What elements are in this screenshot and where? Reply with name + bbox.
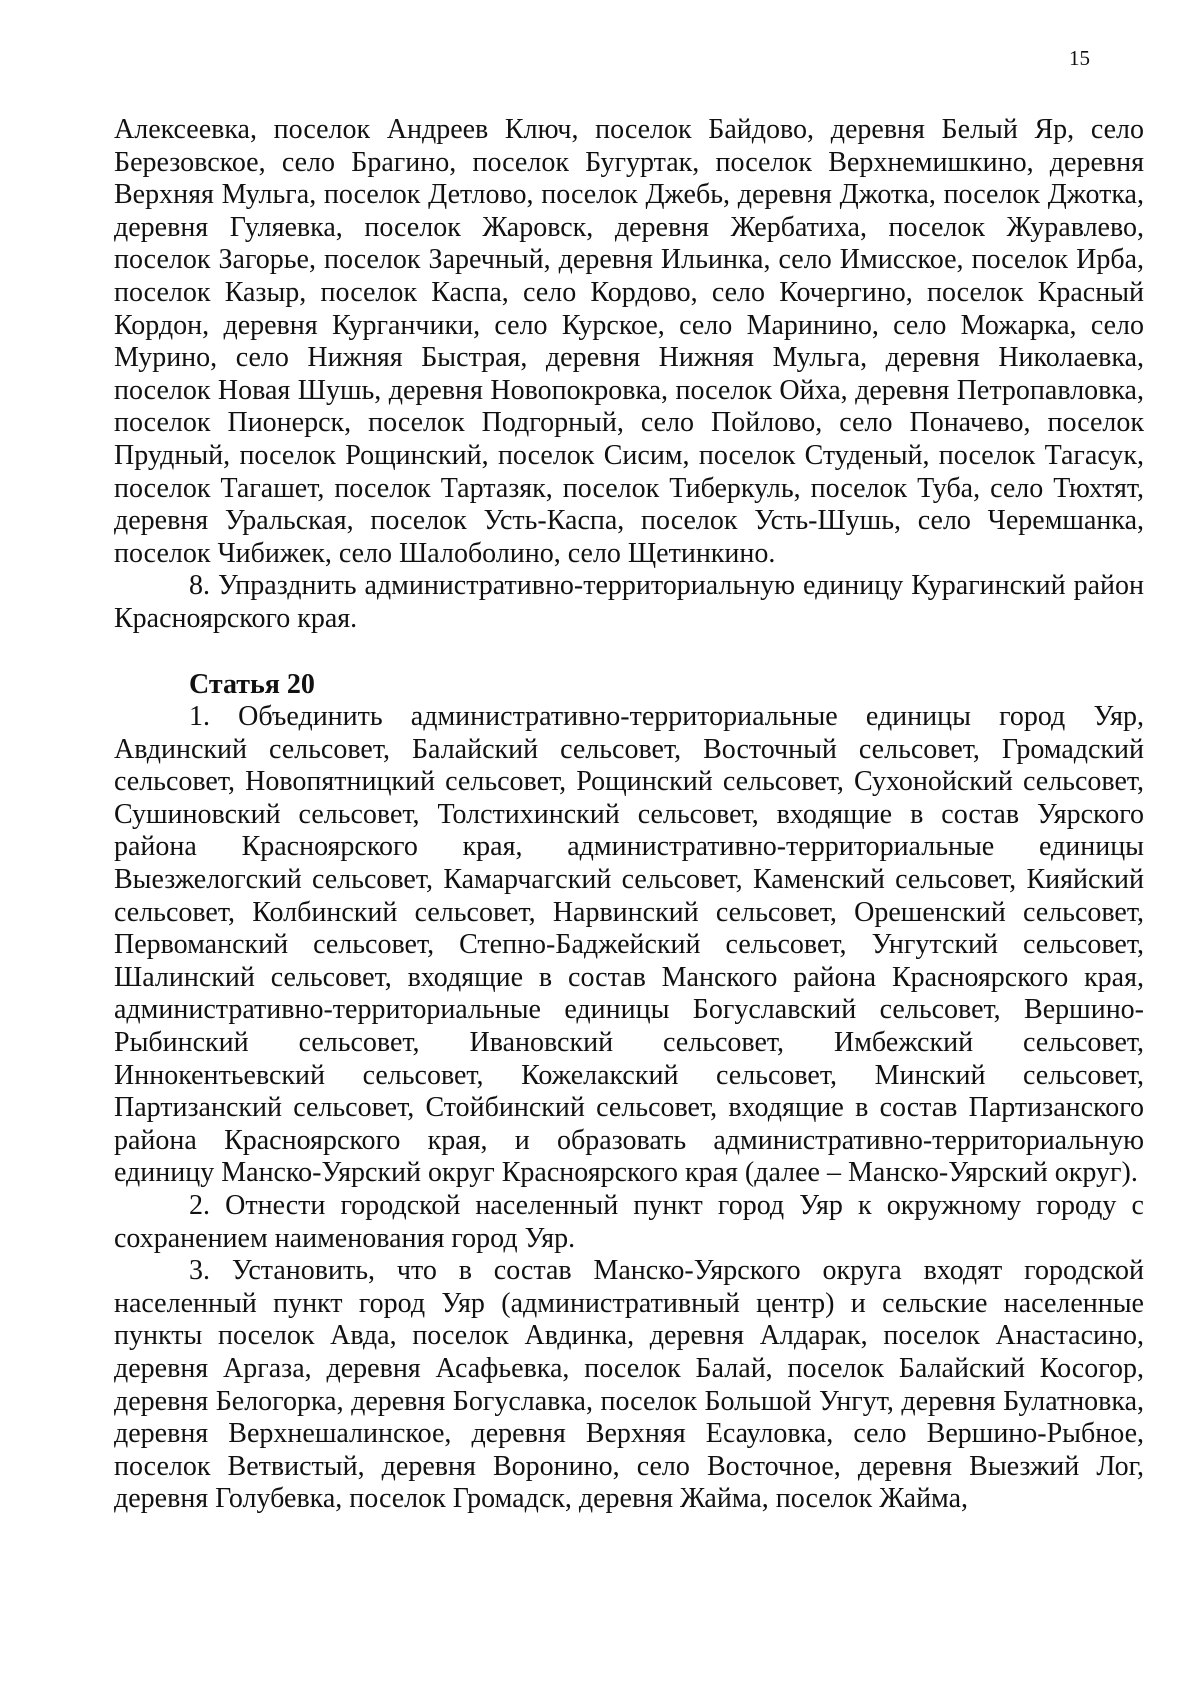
paragraph-item-2: 2. Отнести городской населенный пункт город Уяр к окружному городу с сохранением наименования город Уяр. [114, 1190, 1144, 1254]
document-body [114, 114, 1144, 1516]
paragraph-item-8: 8. Упразднить административно-территориальную единицу Курагинский район Красноярского края. [114, 570, 1144, 634]
paragraph-settlements-list: Алексеевка, поселок Андреев Ключ, поселок Байдово, деревня Белый Яр, село Березовское, село Брагино, поселок Бугуртак, поселок Верхнемишкино, деревня Верхняя Мульга, поселок Детлово, поселок Джебь, деревня Джотка, поселок Джотка, деревня Гуляевка, поселок Жаровск, деревня Жербатиха, поселок Журавлево, поселок Загорье, поселок Заречный, деревня Ильинка, село Имисское, поселок Ирба, поселок Казыр, поселок Каспа, село Кордово, село Кочергино, поселок Красный Кордон, деревня Курганчики, село Курское, село Маринино, село Можарка, село Мурино, село Нижняя Быстрая, деревня Нижняя Мульга, деревня Николаевка, поселок Новая Шушь, деревня Новопокровка, поселок Ойха, деревня Петропавловка, поселок Пионерск, поселок Подгорный, село Пойлово, село Поначево, поселок Прудный, поселок Рощинский, поселок Сисим, поселок Студеный, поселок Тагасук, поселок Тагашет, поселок Тартазяк, поселок Тиберкуль, поселок Туба, село Тюхтят, деревня Уральская, поселок Усть-Каспа, поселок Усть-Шушь, село Черемшанка, поселок Чибижек, село Шалоболино, село Щетинкино. [114, 114, 1144, 569]
paragraph-item-3: 3. Установить, что в состав Манско-Уярского округа входят городской населенный пункт город Уяр (административный центр) и сельские населенные пункты поселок Авда, поселок Авдинка, деревня Алдарак, поселок Анастасино, деревня Аргаза, деревня Асафьевка, поселок Балай, поселок Балайский Косогор, деревня Белогорка, деревня Богуславка, поселок Большой Унгут, деревня Булатновка, деревня Верхнешалинское, деревня Верхняя Есауловка, село Вершино-Рыбное, поселок Ветвистый, деревня Воронино, село Восточное, деревня Выезжий Лог, деревня Голубевка, поселок Громадск, деревня Жайма, поселок Жайма, [114, 1255, 1144, 1515]
article-heading: Статья 20 [189, 668, 315, 700]
paragraph-item-1: 1. Объединить административно-территориальные единицы город Уяр, Авдинский сельсовет, Балайский сельсовет, Восточный сельсовет, Громадский сельсовет, Новопятницкий сельсовет, Рощинский сельсовет, Сухонойский сельсовет, Сушиновский сельсовет, Толстихинский сельсовет, входящие в состав Уярского района Красноярского края, административно-территориальные единицы Выезжелогский сельсовет, Камарчагский сельсовет, Каменский сельсовет, Кияйский сельсовет, Колбинский сельсовет, Нарвинский сельсовет, Орешенский сельсовет, Первоманский сельсовет, Степно-Баджейский сельсовет, Унгутский сельсовет, Шалинский сельсовет, входящие в состав Манского района Красноярского края, административно-территориальные единицы Богуславский сельсовет, Вершино-Рыбинский сельсовет, Ивановский сельсовет, Имбежский сельсовет, Иннокентьевский сельсовет, Кожелакский сельсовет, Минский сельсовет, Партизанский сельсовет, Стойбинский сельсовет, входящие в состав Партизанского района Красноярского края, и образовать административно-территориальную единицу Манско-Уярский округ Красноярского края (далее – Манско-Уярский округ). [114, 701, 1144, 1189]
page-number: 15 [1069, 46, 1090, 70]
